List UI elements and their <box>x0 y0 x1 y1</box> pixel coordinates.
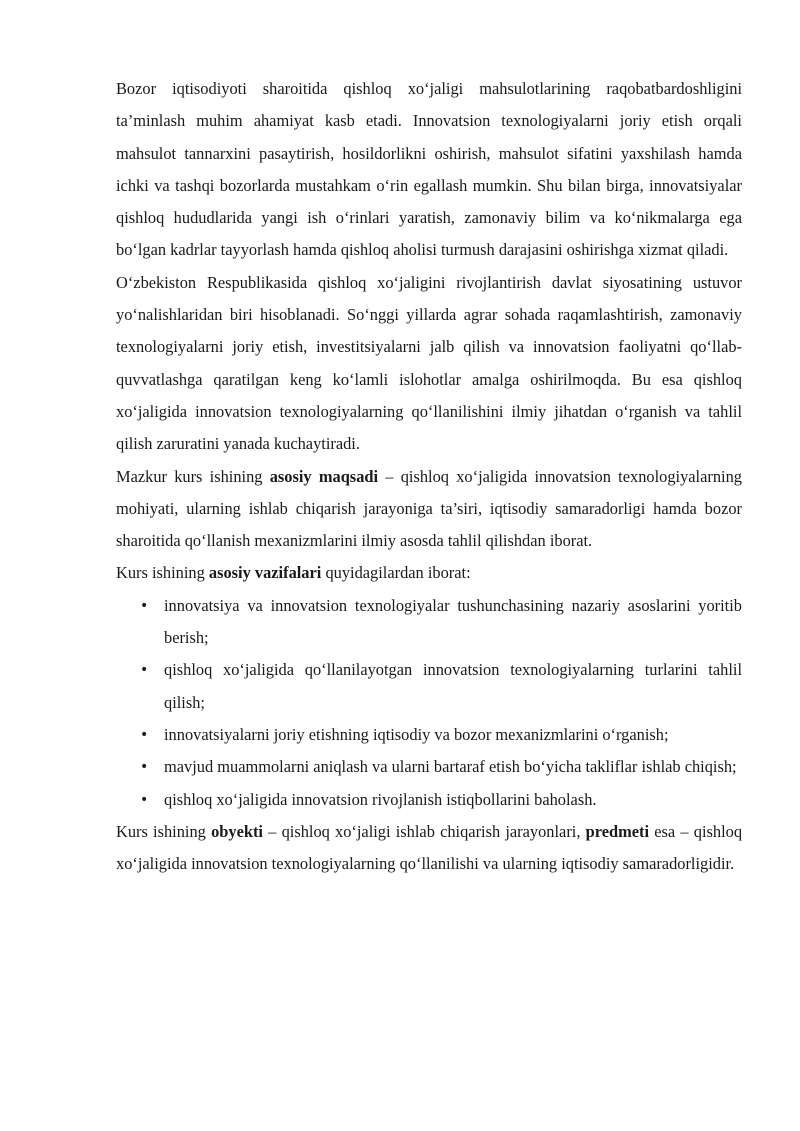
paragraph-object-subject <box>116 816 742 881</box>
object-text-1: Kurs ishining <box>116 821 212 841</box>
paragraph-state-policy: O‘zbekiston Respublikasida qishloq xo‘jaligini rivojlantirish davlat siyosatining ustuvor yo‘nalishlaridan biri hisoblanadi. So‘nggi yillarda agrar sohada raqamlashtirish, zamonaviy texnologiyalarni joriy etish, investitsiyalarni jalb qilish va innovatsion faoliyatni qo‘llab-quvvatlashga qaratilgan keng ko‘lamli islohotlar amalga oshirilmoqda. Bu esa qishloq xo‘jaligida innovatsion texnologiyalarning qo‘llanilishini ilmiy jihatdan o‘rganish va tahlil qilish zaruratini yanada kuchaytiradi. <box>116 272 742 454</box>
document-page <box>116 73 742 880</box>
list-item-text: innovatsiyalarni joriy etishning iqtisodiy va bozor mexanizmlarini o‘rganish; <box>164 724 669 744</box>
bullet-icon: • <box>140 791 149 808</box>
object-text-2: – qishloq xo‘jaligi ishlab chiqarish jarayonlari, <box>263 821 586 841</box>
list-item-text: qishloq xo‘jaligida qo‘llanilayotgan innovatsion texnologiyalarning turlarini tahlil qilish; <box>164 660 742 712</box>
list-item <box>116 719 742 751</box>
goal-text-after: – qishloq xo‘jaligida innovatsion texnologiyalarning mohiyati, ularning ishlab chiqarish jarayoniga ta’siri, iqtisodiy samaradorligi hamda bozor sharoitida qo‘llanish mexanizmlarini ilmiy asosda tahlil qilishdan iborat. <box>116 466 742 551</box>
tasks-text-before: Kurs ishining <box>116 563 209 583</box>
list-item-text: mavjud muammolarni aniqlash va ularni bartaraf etish bo‘yicha takliflar ishlab chiqish; <box>164 757 737 777</box>
bullet-icon: • <box>140 759 149 776</box>
tasks-text-after: quyidagilardan iborat: <box>321 563 471 583</box>
paragraph-intro: Bozor iqtisodiyoti sharoitida qishloq xo‘jaligi mahsulotlarining raqobatbardoshligini ta’minlash muhim ahamiyat kasb etadi. Innovatsion texnologiyalarni joriy etish orqali mahsulot tannarxini pasaytirish, hosildorlikni oshirish, mahsulot sifatini yaxshilash hamda ichki va tashqi bozorlarda mustahkam o‘rin egallash mumkin. Shu bilan birga, innovatsiyalar qishloq hududlarida yangi ish o‘rinlari yaratish, zamonaviy bilim va ko‘nikmalarga ega bo‘lgan kadrlar tayyorlash hamda qishloq aholisi turmush darajasini oshirishga xizmat qiladi. <box>116 79 742 260</box>
list-item <box>116 784 742 816</box>
tasks-bold-term: asosiy vazifalari <box>208 563 322 583</box>
list-item <box>116 654 742 719</box>
object-text-3: esa – qishloq xo‘jaligida innovatsion texnologiyalarning qo‘llanilishi va ularning iqtisodiy samaradorligidir. <box>116 821 743 874</box>
list-item <box>116 590 742 655</box>
list-item-text: innovatsiya va innovatsion texnologiyalar tushunchasining nazariy asoslarini yoritib berish; <box>164 595 742 648</box>
object-bold-term: obyekti <box>211 821 263 841</box>
bullet-icon: • <box>140 597 149 614</box>
paragraph-tasks-intro <box>116 557 742 589</box>
paragraph-main-goal <box>116 461 742 558</box>
list-item-text: qishloq xo‘jaligida innovatsion rivojlanish istiqbollarini baholash. <box>164 789 597 809</box>
subject-bold-term: predmeti <box>585 821 650 841</box>
tasks-list <box>116 590 742 816</box>
bullet-icon: • <box>140 662 149 679</box>
list-item <box>116 751 742 783</box>
goal-bold-term: asosiy maqsadi <box>269 466 379 486</box>
bullet-icon: • <box>140 726 149 743</box>
goal-text-before: Mazkur kurs ishining <box>116 466 270 486</box>
